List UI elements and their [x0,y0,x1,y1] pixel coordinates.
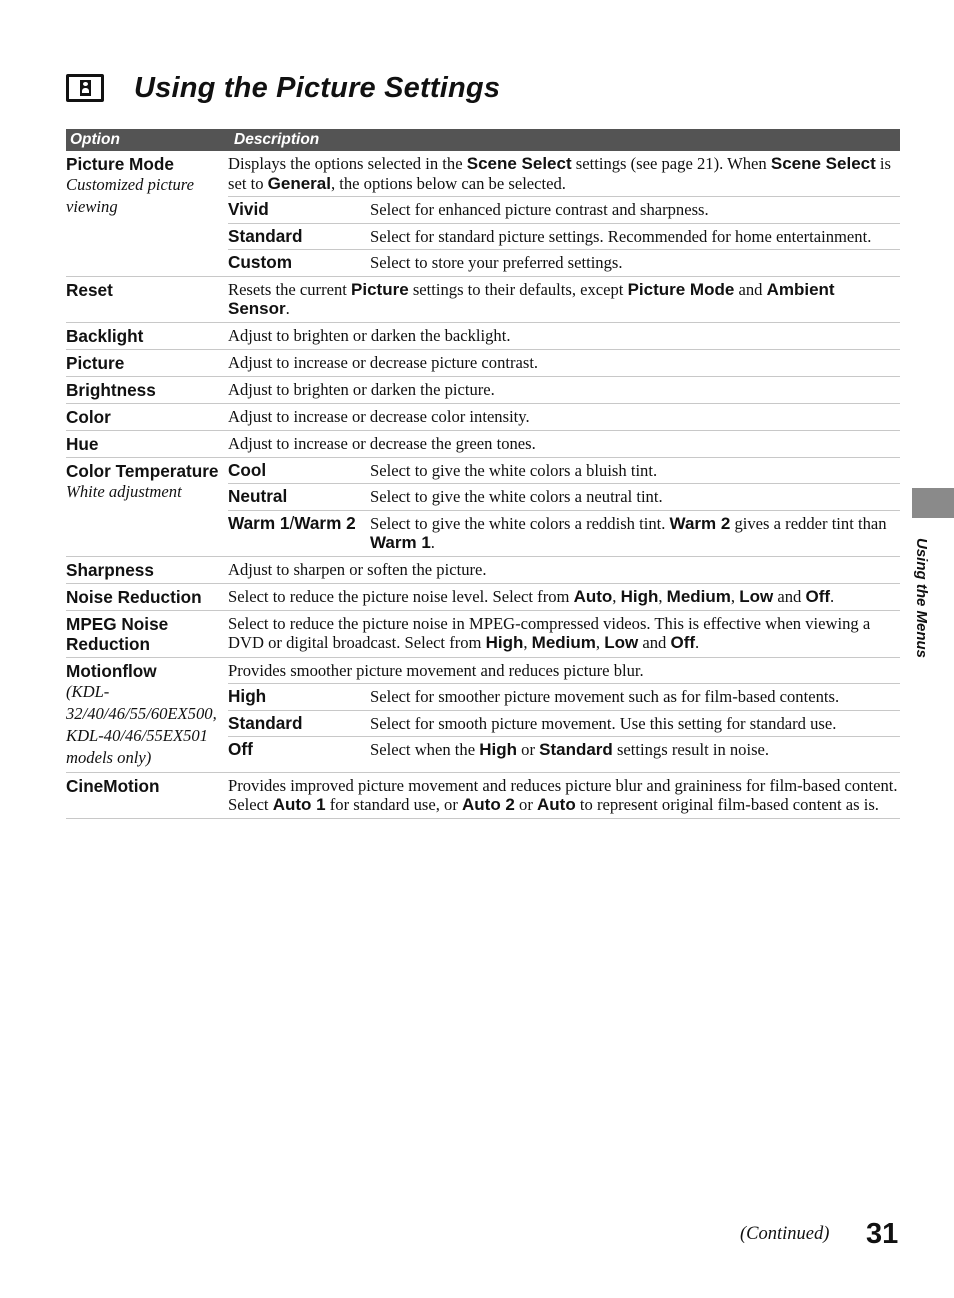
sub-options-table [228,683,900,763]
sub-row-custom [228,250,900,276]
row-picture-mode [66,151,900,276]
option-name: Color [66,406,111,427]
sub-row-standard [228,710,900,737]
sub-option-description: Select to give the white colors a bluish tint. [370,460,658,480]
row-picture [66,349,900,376]
sub-row-high [228,684,900,711]
row-hue [66,430,900,457]
sub-option-description: Select for smooth picture movement. Use this setting for standard use. [370,710,900,737]
row-color-temperature [66,457,900,556]
option-name: Color Temperature [66,460,219,481]
sub-row-warm [228,510,900,556]
row-motionflow [66,657,900,772]
option-description: Displays the options selected in the Scene Select settings (see page 21). When Scene Select is set to General, the options below can be selected. [228,154,891,193]
sub-option-description: Select for smoother picture movement such as for film-based contents. [370,684,900,711]
row-backlight [66,322,900,349]
row-mpeg-noise-reduction [66,610,900,657]
continued-note: (Continued) [740,1224,830,1244]
option-description: Provides improved picture movement and reduces picture blur and graininess for film-based content. Select Auto 1 for standard use, or Auto 2 or Auto to represent original film-based content as is. [228,772,900,818]
option-name: Hue [66,433,99,454]
option-description: Adjust to sharpen or soften the picture. [228,556,900,583]
row-reset [66,276,900,322]
sub-row-cool [228,458,900,484]
option-description: Select to reduce the picture noise in MPEG-compressed videos. This is effective when viewing a DVD or digital broadcast. Select from High, Medium, Low and Off. [228,610,900,657]
sub-option-name: Vivid [228,199,269,219]
side-tab-label: Using the Menus [913,538,930,659]
table-header-row [66,129,900,151]
option-description: Adjust to increase or decrease color intensity. [228,403,900,430]
sub-option-description: Select for enhanced picture contrast and sharpness. [370,197,900,224]
page-number: 31 [866,1218,899,1250]
row-sharpness [66,556,900,583]
option-subtitle: Customized picture viewing [66,175,194,216]
option-description: Provides smoother picture movement and reduces picture blur. [228,660,644,680]
sub-option-name: Warm 1/Warm 2 [228,512,356,533]
picture-settings-icon [66,74,104,102]
sub-option-description: Select to give the white colors a neutral tint. [370,484,900,511]
option-name: Noise Reduction [66,586,202,607]
sub-row-standard [228,223,900,250]
option-name: Brightness [66,379,156,400]
option-name: Picture Mode [66,154,174,174]
sub-option-name: Off [228,739,253,759]
sub-option-name: Cool [228,459,267,480]
page-title: Using the Picture Settings [134,71,501,104]
sub-options-table [228,458,900,556]
side-tab-marker [912,488,954,518]
option-name: CineMotion [66,775,160,796]
sub-option-description: Select for standard picture settings. Recommended for home entertainment. [370,223,900,250]
row-color [66,403,900,430]
row-brightness [66,376,900,403]
sub-row-off [228,737,900,763]
sub-options-table [228,196,900,276]
option-name: Reset [66,279,113,300]
sub-option-name: Neutral [228,486,288,506]
option-description: Adjust to brighten or darken the picture. [228,376,900,403]
option-name: MPEG Noise Reduction [66,613,169,654]
option-description: Adjust to brighten or darken the backlight. [228,322,900,349]
option-description: Select to reduce the picture noise level. Select from Auto, High, Medium, Low and Off. [228,583,900,610]
sub-row-vivid [228,197,900,224]
option-name: Motionflow [66,660,157,681]
sub-option-description: Select to give the white colors a reddish tint. Warm 2 gives a redder tint than Warm 1. [370,510,900,556]
row-cinemotion [66,772,900,818]
option-description: Adjust to increase or decrease the green tones. [228,430,900,457]
sub-option-name: Standard [228,712,303,733]
sub-option-name: High [228,686,267,706]
sub-option-description: Select when the High or Standard settings result in noise. [370,737,900,763]
option-subtitle: White adjustment [66,481,182,501]
option-description: Resets the current Picture settings to their defaults, except Picture Mode and Ambient Sensor. [228,279,835,318]
page-header [66,66,500,110]
sub-row-neutral [228,484,900,511]
column-header-option: Option [66,129,228,151]
row-noise-reduction [66,583,900,610]
settings-table [66,129,900,819]
sub-option-name: Standard [228,225,303,246]
sub-option-description: Select to store your preferred settings. [370,250,900,276]
option-name: Sharpness [66,559,154,580]
option-description: Adjust to increase or decrease picture contrast. [228,349,900,376]
option-name: Picture [66,352,125,373]
option-subtitle: (KDL-32/40/46/55/60EX500, KDL-40/46/55EX501 models only) [66,681,217,767]
option-name: Backlight [66,325,144,346]
column-header-description: Description [228,129,900,151]
sub-option-name: Custom [228,252,292,272]
